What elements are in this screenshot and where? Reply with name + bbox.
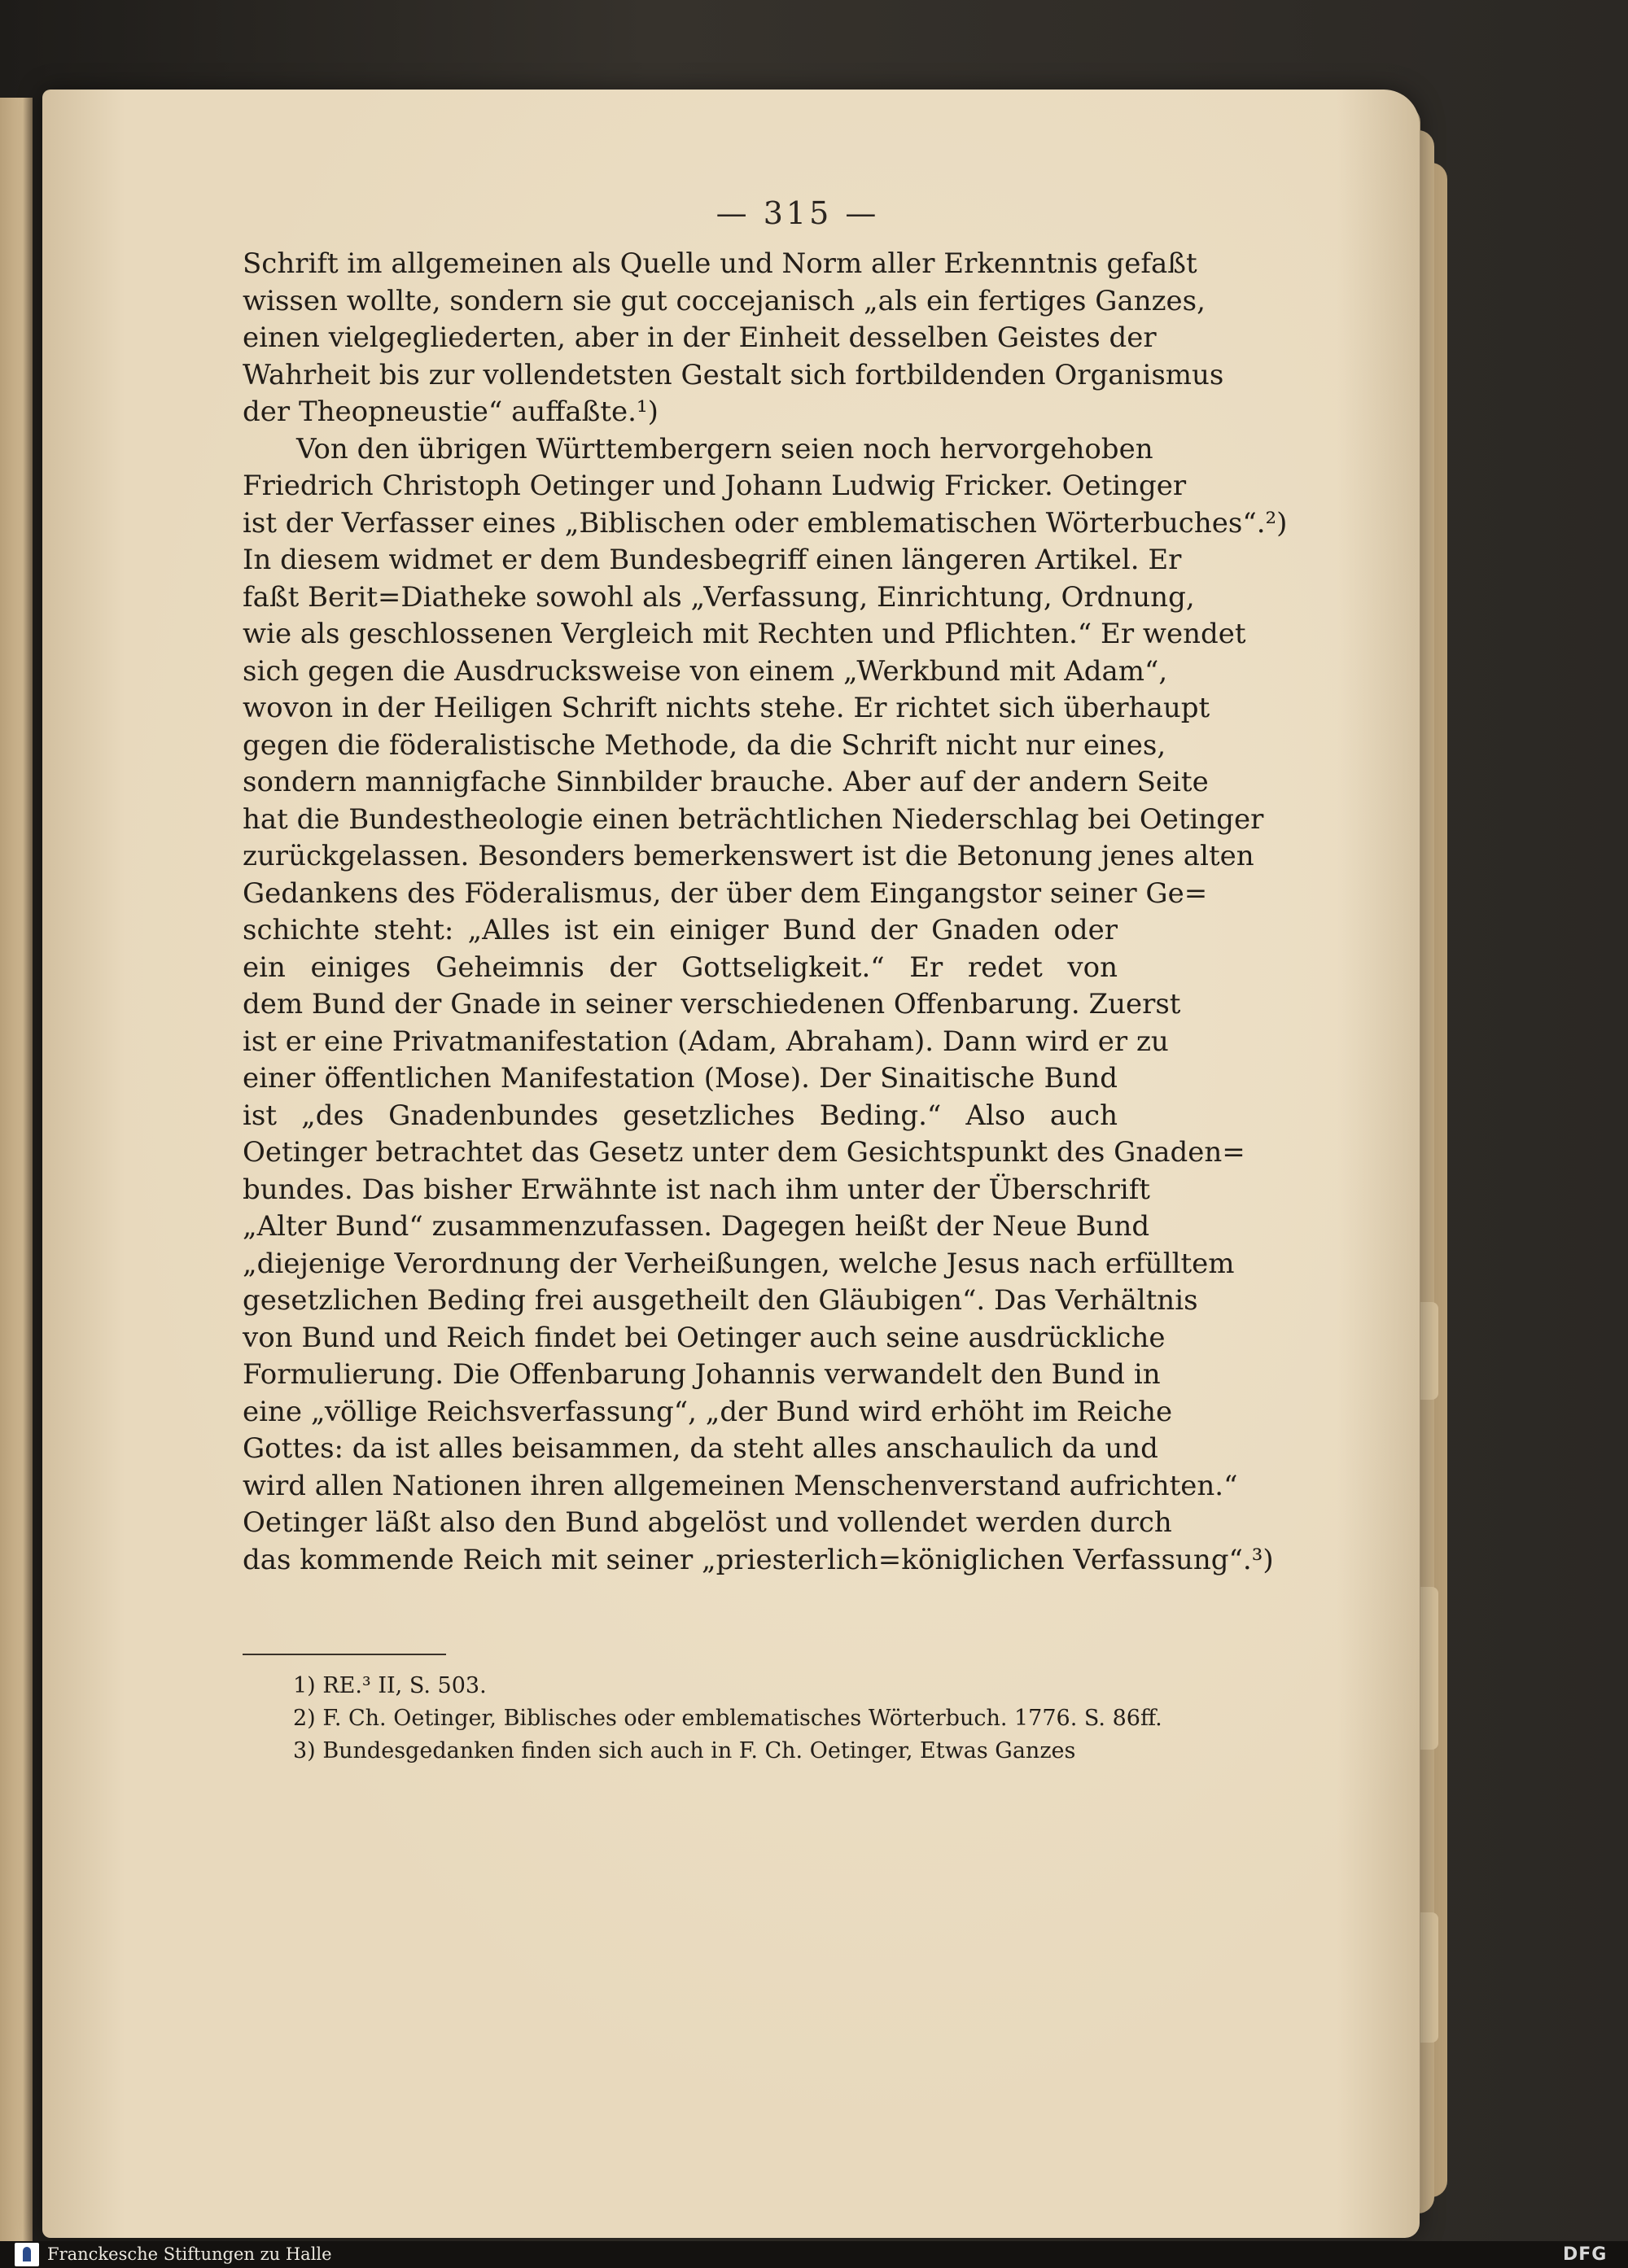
text-line: ein einiges Geheimnis der Gottseligkeit.“ Er redet von (243, 950, 1118, 984)
text-line: bundes. Das bisher Erwähnte ist nach ihm unter der Überschrift (243, 1173, 1150, 1206)
page-edge-fragment (1420, 1912, 1438, 2043)
text-line: „diejenige Verordnung der Verheißungen, welche Jesus nach erfülltem (243, 1247, 1235, 1280)
text-line: der Theopneustie“ auffaßte.¹) (243, 395, 659, 428)
dfg-logo: DFG (1563, 2244, 1608, 2265)
text-line: dem Bund der Gnade in seiner verschiedenen Offenbarung. Zuerst (243, 988, 1181, 1020)
text-line: wird allen Nationen ihren allgemeinen Menschenverstand aufrichten.“ (243, 1469, 1238, 1502)
text-line: wie als geschlossenen Vergleich mit Rechten und Pflichten.“ Er wendet (243, 618, 1246, 650)
page-edge-fragment (1420, 1587, 1438, 1750)
text-line: Schrift im allgemeinen als Quelle und Norm aller Erkenntnis gefaßt (243, 247, 1197, 280)
text-line: ist „des Gnadenbundes gesetzliches Beding.“ Also auch (243, 1099, 1118, 1132)
text-line: „Alter Bund“ zusammenzufassen. Dagegen heißt der Neue Bund (243, 1210, 1150, 1243)
text-line: ist er eine Privatmanifestation (Adam, Abraham). Dann wird er zu (243, 1025, 1169, 1058)
text-line: das kommende Reich mit seiner „priesterlich=königlichen Verfassung“.³) (243, 1543, 1274, 1576)
footnote-mark: 3) (293, 1738, 316, 1763)
institution-name: Franckesche Stiftungen zu Halle (47, 2244, 332, 2264)
text-line: schichte steht: „Alles ist ein einiger Bund der Gnaden oder (243, 914, 1118, 946)
text-line: einer öffentlichen Manifestation (Mose). Der Sinaitische Bund (243, 1062, 1118, 1095)
text-line: sondern mannigfache Sinnbilder brauche. Aber auf der andern Seite (243, 766, 1209, 798)
footnote-mark: 1) (293, 1673, 316, 1698)
footnote-rule (243, 1654, 446, 1655)
text-line: Friedrich Christoph Oetinger und Johann Ludwig Fricker. Oetinger (243, 470, 1187, 502)
text-line: gesetzlichen Beding frei ausgetheilt den Gläubigen“. Das Verhältnis (243, 1284, 1198, 1317)
footnotes (243, 1670, 1162, 1768)
text-line: hat die Bundestheologie einen beträchtlichen Niederschlag bei Oetinger (243, 802, 1264, 836)
text-line: Wahrheit bis zur vollendetsten Gestalt sich fortbildenden Organismus (243, 358, 1224, 391)
text-line: gegen die föderalistische Methode, da die Schrift nicht nur eines, (243, 728, 1166, 762)
footnote-mark: 2) (293, 1706, 316, 1731)
previous-page-edge (0, 98, 33, 2262)
institution-logo-icon (15, 2243, 39, 2266)
text-line: Gedankens des Föderalismus, der über dem Eingangstor seiner Ge= (243, 876, 1208, 910)
text-line: eine „völlige Reichsverfassung“, „der Bund wird erhöht im Reiche (243, 1395, 1173, 1428)
text-line: zurückgelassen. Besonders bemerkenswert ist die Betonung jenes alten (243, 840, 1254, 872)
text-line: faßt Berit=Diatheke sowohl als „Verfassung, Einrichtung, Ordnung, (243, 580, 1195, 614)
footnote (243, 1735, 1118, 1768)
text-line: Von den übrigen Württembergern seien noch hervorgehoben (296, 432, 1153, 465)
text-line: einen vielgegliederten, aber in der Einheit desselben Geistes der (243, 321, 1157, 354)
body-text (243, 246, 1288, 1579)
text-line: wissen wollte, sondern sie gut coccejanisch „als ein fertiges Ganzes, (243, 284, 1206, 317)
footnote-text: RE.³ II, S. 503. (322, 1673, 487, 1698)
footnote-text: Bundesgedanken finden sich auch in F. Ch. Oetinger, Etwas Ganzes (322, 1738, 1076, 1763)
text-line: von Bund und Reich findet bei Oetinger auch seine ausdrückliche (243, 1321, 1166, 1354)
footnote-text: F. Ch. Oetinger, Biblisches oder emblematisches Wörterbuch. 1776. S. 86ff. (322, 1706, 1162, 1731)
text-line: ist der Verfasser eines „Biblischen oder emblematischen Wörterbuches“.²) (243, 506, 1288, 540)
footnote (243, 1670, 1118, 1702)
page-edge-fragment (1420, 1302, 1438, 1400)
footnote (243, 1702, 1162, 1735)
text-line: Oetinger betrachtet das Gesetz unter dem Gesichtspunkt des Gnaden= (243, 1136, 1245, 1169)
text-line: Oetinger läßt also den Bund abgelöst und vollendet werden durch (243, 1506, 1172, 1539)
page-number: — 315 — (716, 195, 880, 231)
text-line: Formulierung. Die Offenbarung Johannis verwandelt den Bund in (243, 1358, 1161, 1391)
text-line: sich gegen die Ausdrucksweise von einem „Werkbund mit Adam“, (243, 654, 1168, 688)
text-line: Gottes: da ist alles beisammen, da steht alles anschaulich da und (243, 1432, 1158, 1465)
text-line: In diesem widmet er dem Bundesbegriff einen längeren Artikel. Er (243, 544, 1182, 576)
text-line: wovon in der Heiligen Schrift nichts stehe. Er richtet sich überhaupt (243, 692, 1210, 724)
